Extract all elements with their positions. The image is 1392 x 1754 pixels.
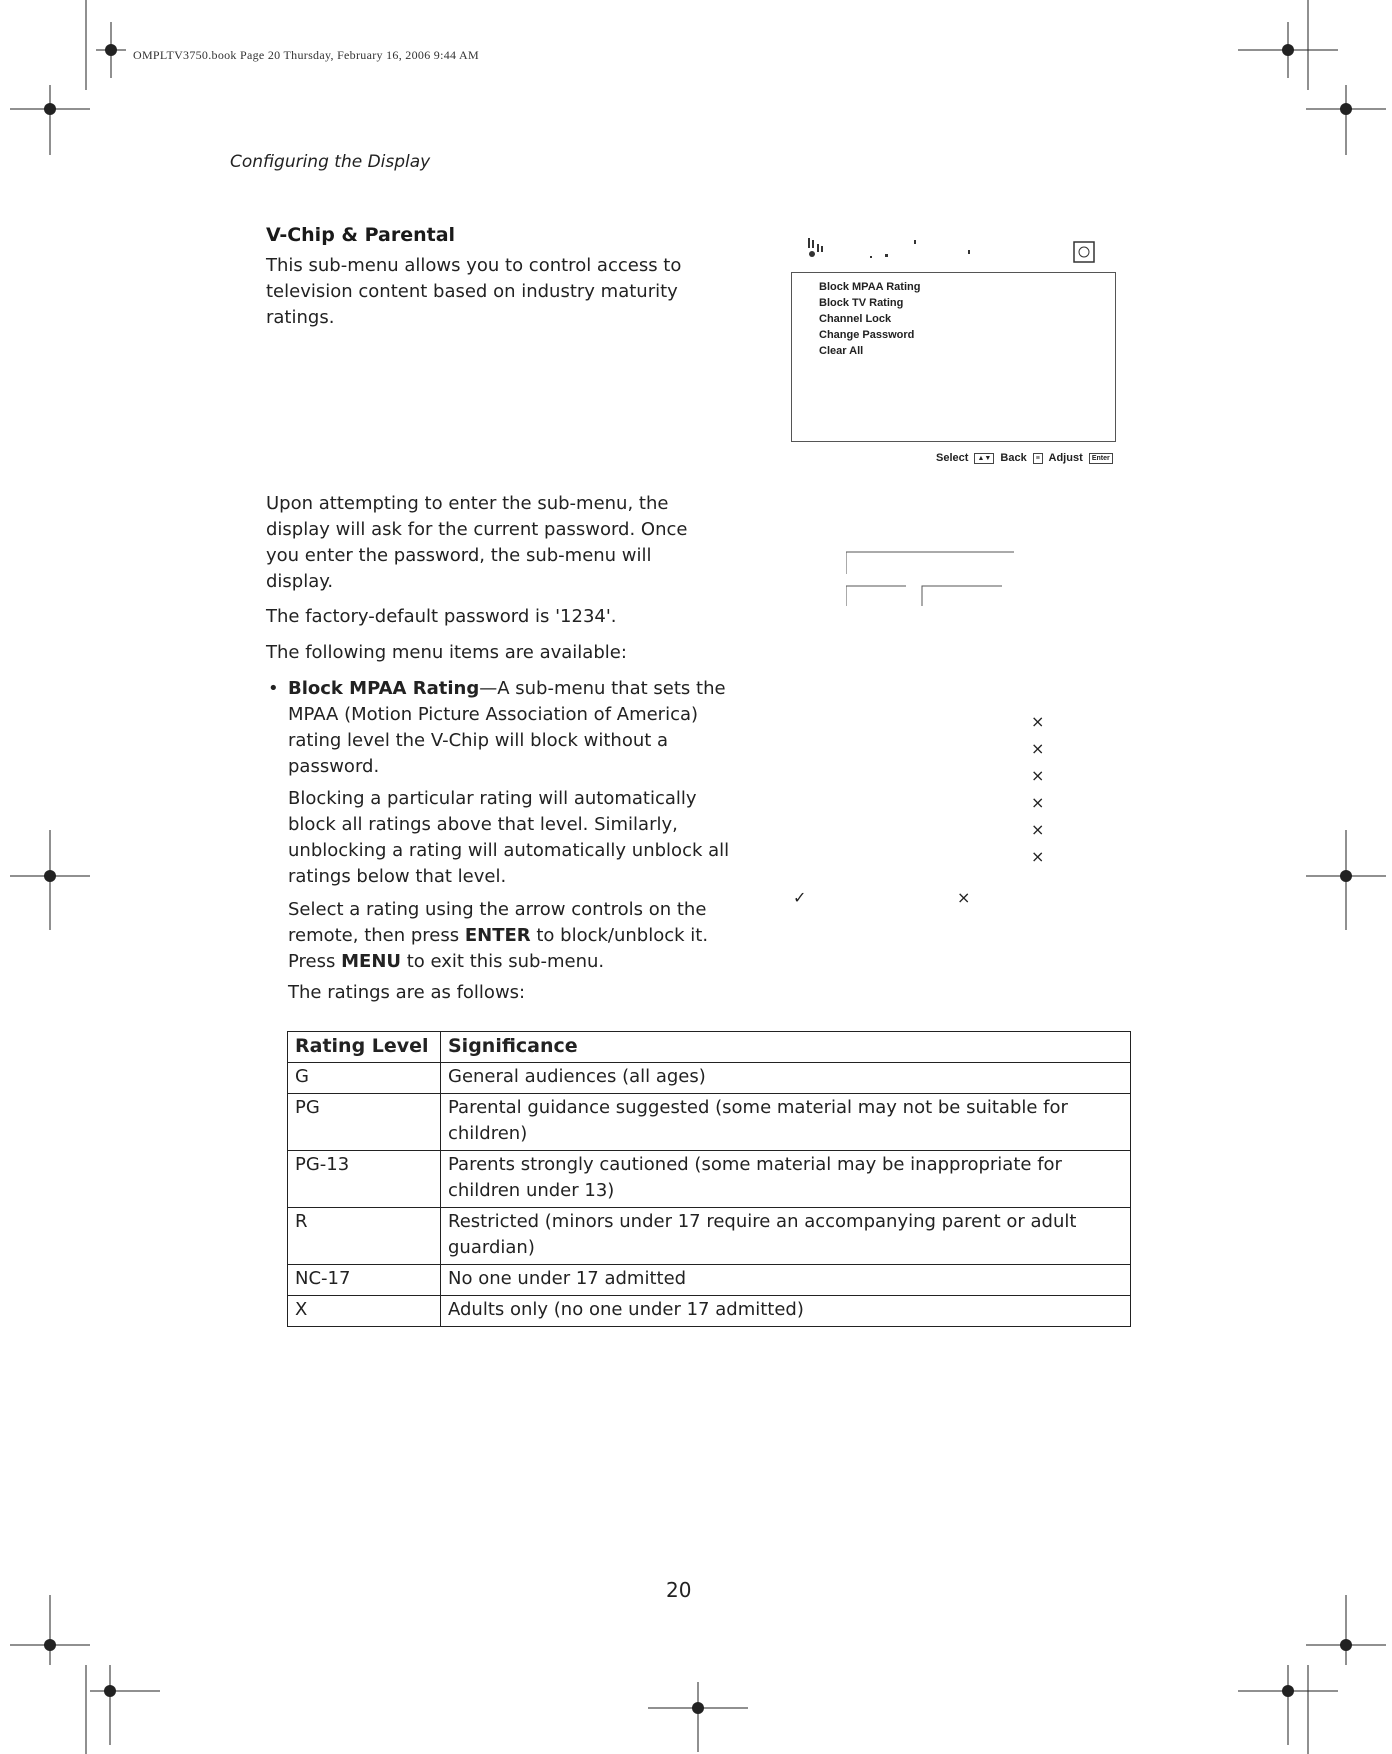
osd-menu-item[interactable]: Block TV Rating (819, 297, 904, 309)
default-password-paragraph: The factory-default password is '1234'. (266, 606, 617, 627)
osd-header (806, 234, 1106, 268)
check-icon: ✓ (793, 888, 807, 907)
registration-mark-icon (90, 1665, 160, 1745)
cross-icon: × (1031, 793, 1045, 812)
select-paragraph (288, 897, 748, 975)
cross-icon: × (1031, 847, 1045, 866)
significance-cell: Parental guidance suggested (some material may not be suitable for children) (441, 1094, 1131, 1151)
enter-key-label: ENTER (464, 925, 531, 946)
menu-key-label: MENU (341, 951, 401, 972)
table-row (288, 1094, 1131, 1151)
registration-mark-icon (96, 22, 126, 78)
bullet-icon: • (268, 678, 279, 699)
password-dialog-outline (846, 550, 1016, 610)
osd-menu-item[interactable]: Clear All (819, 345, 864, 357)
arrow-keys-icon: ▲▼ (974, 453, 994, 464)
bullet-text (288, 676, 748, 780)
bullet-description: —A sub-menu that sets the MPAA (Motion Picture Association of America) rating level the V-Chip will block without a password. (288, 678, 726, 777)
osd-menu (791, 272, 1116, 442)
significance-cell: Restricted (minors under 17 require an accompanying parent or adult guardian) (441, 1208, 1131, 1265)
registration-mark-icon (10, 830, 90, 930)
registration-mark-icon (1306, 830, 1386, 930)
back-label: Back (1000, 452, 1027, 464)
cross-icon: × (1031, 739, 1045, 758)
table-row (288, 1151, 1131, 1208)
significance-cell: No one under 17 admitted (441, 1265, 1131, 1296)
rating-cell: R (288, 1208, 441, 1265)
registration-mark-icon (1306, 85, 1386, 155)
rating-cell: PG (288, 1094, 441, 1151)
ratings-intro-paragraph: The ratings are as follows: (288, 982, 526, 1003)
significance-cell: General audiences (all ages) (441, 1063, 1131, 1094)
column-header-significance: Significance (441, 1032, 1131, 1063)
osd-menu-item[interactable]: Change Password (819, 329, 915, 341)
significance-cell: Parents strongly cautioned (some material may be inappropriate for children under 13) (441, 1151, 1131, 1208)
cross-icon: × (1031, 766, 1045, 785)
table-row (288, 1208, 1131, 1265)
select-text: to block/unblock it. Press (288, 925, 709, 972)
select-label: Select (936, 452, 969, 464)
tv-icon (1074, 242, 1094, 262)
registration-mark-icon (10, 1595, 90, 1665)
table-row (288, 1265, 1131, 1296)
osd-menu-item[interactable]: Channel Lock (819, 313, 892, 325)
print-slug: OMPLTV3750.book Page 20 Thursday, February 16, 2006 9:44 AM (133, 48, 479, 62)
bullet-term: Block MPAA Rating (288, 678, 480, 699)
table-row (288, 1296, 1131, 1327)
running-head: Configuring the Display (230, 152, 431, 172)
cross-icon: × (1031, 820, 1045, 839)
registration-mark-icon (1238, 1665, 1338, 1745)
page-number: 20 (666, 1578, 692, 1602)
rating-cell: X (288, 1296, 441, 1327)
bullet-block-mpaa (268, 676, 748, 780)
cross-icon: × (957, 888, 971, 907)
enter-key-icon: Enter (1089, 453, 1113, 464)
menu-items-paragraph: The following menu items are available: (266, 642, 627, 663)
select-text: Select a rating using the arrow controls on the remote, then press (288, 899, 707, 946)
registration-mark-icon (1306, 1595, 1386, 1665)
registration-mark-icon (10, 85, 90, 155)
cross-icon: × (1031, 712, 1045, 731)
table-row (288, 1063, 1131, 1094)
registration-mark-icon (648, 1682, 748, 1752)
select-text: to exit this sub-menu. (401, 951, 605, 972)
intro-paragraph: This sub-menu allows you to control access to television content based on industry maturity ratings. (266, 255, 682, 328)
blocking-paragraph: Blocking a particular rating will automatically block all ratings above that level. Similarly, unblocking a rating will automatically unblock all ratings below that level. (288, 788, 730, 887)
trim-line-icon (84, 1665, 88, 1754)
table-header-row (288, 1032, 1131, 1063)
column-header-rating-level: Rating Level (288, 1032, 441, 1063)
menu-key-icon: ≡ (1033, 453, 1043, 464)
ratings-table (287, 1031, 1131, 1327)
osd-footer (936, 452, 1116, 464)
password-paragraph: Upon attempting to enter the sub-menu, the display will ask for the current password. Once you enter the password, the sub-menu will display. (266, 493, 688, 592)
adjust-label: Adjust (1048, 452, 1083, 464)
trim-line-icon (1306, 1665, 1310, 1754)
rating-cell: G (288, 1063, 441, 1094)
trim-line-icon (84, 0, 88, 90)
rating-cell: PG-13 (288, 1151, 441, 1208)
section-title: V-Chip & Parental (266, 224, 456, 246)
osd-menu-item[interactable]: Block MPAA Rating (819, 281, 921, 293)
rating-cell: NC-17 (288, 1265, 441, 1296)
registration-mark-icon (1238, 22, 1338, 78)
significance-cell: Adults only (no one under 17 admitted) (441, 1296, 1131, 1327)
trim-line-icon (1306, 0, 1310, 90)
